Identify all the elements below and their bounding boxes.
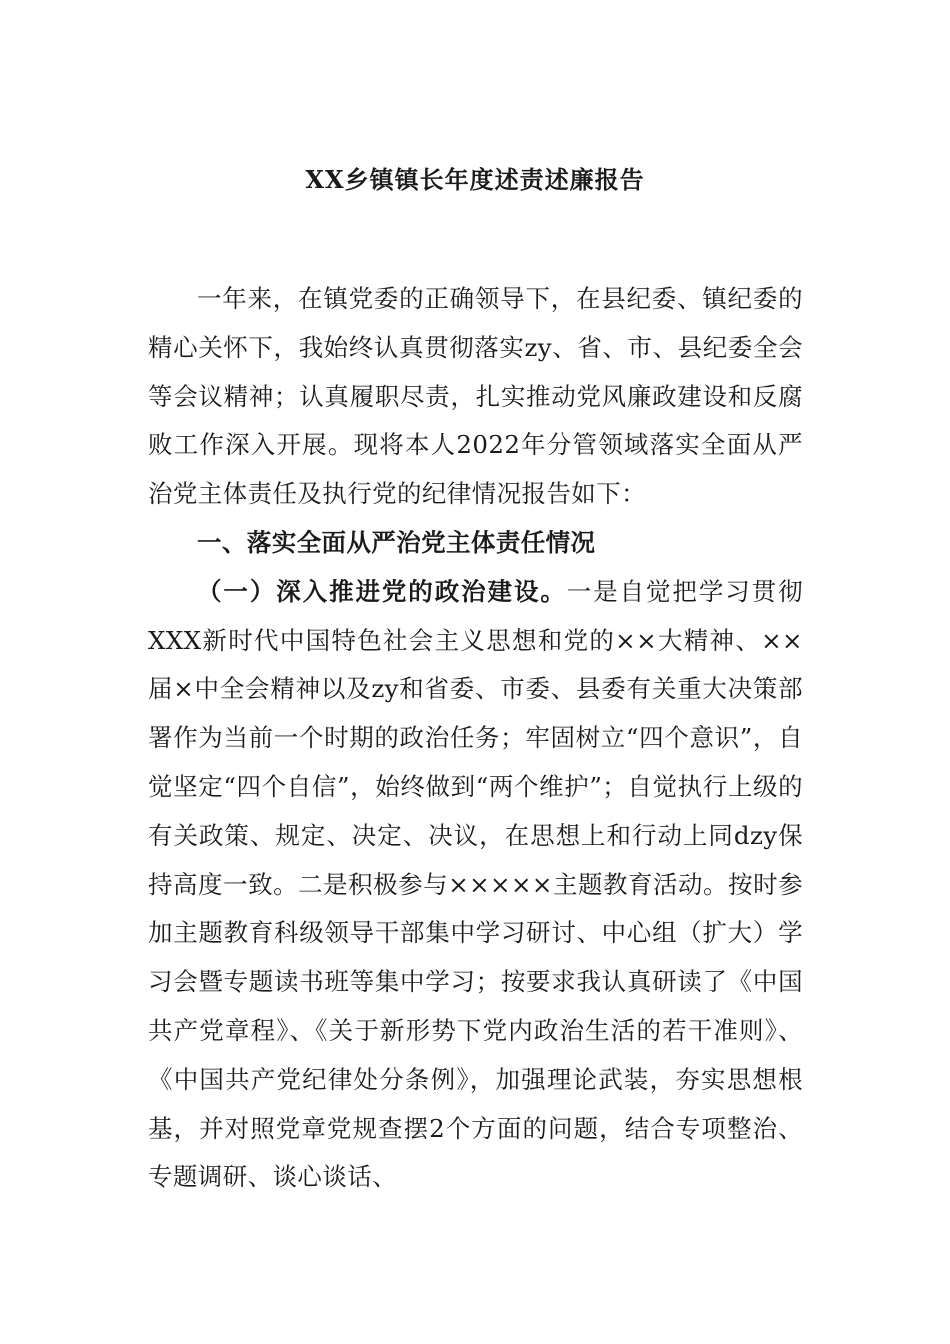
intro-paragraph: 一年来，在镇党委的正确领导下，在县纪委、镇纪委的精心关怀下，我始终认真贯彻落实zy、省、市、县纪委全会等会议精神；认真履职尽责，扎实推动党风廉政建设和反腐败工作深入开展。现将本人2022年分管领域落实全面从严治党主体责任及执行党的纪律情况报告如下： bbox=[148, 284, 803, 509]
subsection-paragraph bbox=[148, 568, 803, 1202]
document-body bbox=[148, 275, 803, 1202]
section-heading: 一、落实全面从严治党主体责任情况 bbox=[197, 527, 596, 557]
document-title: XX乡镇镇长年度述责述廉报告 bbox=[305, 165, 645, 194]
subsection-text: 一是自觉把学习贯彻XXX新时代中国特色社会主义思想和党的××大精神、××届×中全会精神以及zy和省委、市委、县委有关重大决策部署作为当前一个时期的政治任务；牢固树立“四个意识”，自觉坚定“四个自信”，始终做到“两个维护”；自觉执行上级的有关政策、规定、决定、决议，在思想上和行动上同dzy保持高度一致。二是积极参与×××××主题教育活动。按时参加主题教育科级领导干部集中学习研讨、中心组（扩大）学习会暨专题读书班等集中学习；按要求我认真研读了《中国共产党章程》、《关于新形势下党内政治生活的若干准则》、《中国共产党纪律处分条例》，加强理论武装，夯实思想根基，并对照党章党规查摆2个方面的问题，结合专项整治、专题调研、谈心谈话、 bbox=[148, 576, 803, 1192]
subsection-lead: （一）深入推进党的政治建设。 bbox=[197, 576, 567, 606]
